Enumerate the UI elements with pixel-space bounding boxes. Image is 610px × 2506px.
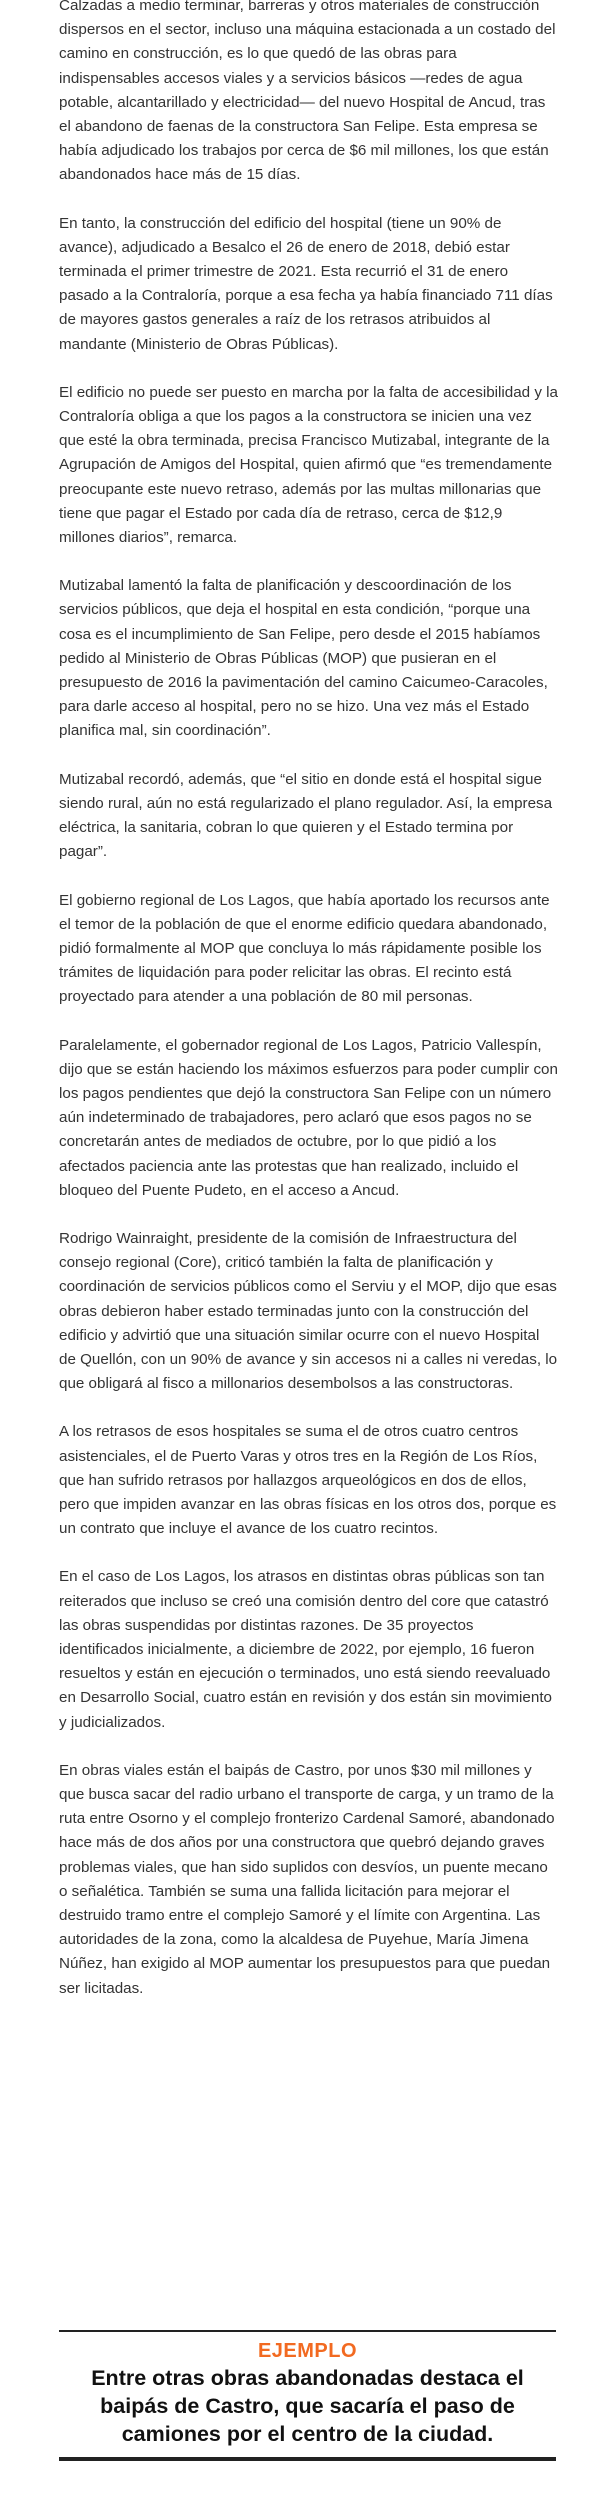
pull-quote-box: [59, 2330, 556, 2461]
article-paragraph: En obras viales están el baipás de Castro, por unos $30 mil millones y que busca sacar del radio urbano el transporte de carga, y un tramo de la ruta entre Osorno y el complejo fronterizo Cardenal Samoré, abandonado hace más de dos años por una constructora que quebró dejando graves problemas viales, que han sido suplidos con desvíos, un puente mecano o señalética. También se suma una fallida licitación para mejorar el destruido tramo entre el complejo Samoré y el límite con Argentina. Las autoridades de la zona, como la alcaldesa de Puyehue, María Jimena Núñez, han exigido al MOP aumentar los presupuestos para que puedan ser licitadas.: [59, 1761, 555, 1997]
article-paragraph: Calzadas a medio terminar, barreras y otros materiales de construcción dispersos en el sector, incluso una máquina estacionada a un costado del camino en construcción, es lo que quedó de las obras para indispensables accesos viales y a servicios básicos —redes de agua potable, alcantarillado y electricidad— del nuevo Hospital de Ancud, tras el abandono de faenas de la constructora San Felipe. Esta empresa se había adjudicado los trabajos por cerca de $6 mil millones, los que están abandonados hace más de 15 días.: [59, 0, 556, 184]
article-paragraph: El gobierno regional de Los Lagos, que había aportado los recursos ante el temor de la población de que el enorme edificio quedara abandonado, pidió formalmente al MOP que concluya lo más rápidamente posible los trámites de liquidación para poder relicitar las obras. El recinto está proyectado para atender a una población de 80 mil personas.: [59, 891, 550, 1006]
article-paragraph: En el caso de Los Lagos, los atrasos en distintas obras públicas son tan reiterados que incluso se creó una comisión dentro del core que catastró las obras suspendidas por distintas razones. De 35 proyectos identificados inicialmente, a diciembre de 2022, por ejemplo, 16 fueron resueltos y están en ejecución o terminados, uno está siendo reevaluado en Desarrollo Social, cuatro están en revisión y dos están sin movimiento y judicializados.: [59, 1568, 552, 1731]
article-body: [59, 0, 559, 2025]
article-paragraph: Mutizabal lamentó la falta de planificación y descoordinación de los servicios públicos, que deja el hospital en esta condición, “porque una cosa es el incumplimiento de San Felipe, pero desde el 2015 habíamos pedido al Ministerio de Obras Públicas (MOP) que pusieran en el presupuesto de 2016 la pavimentación del camino Caicumeo-Caracoles, para darle acceso al hospital, pero no se hizo. Una vez más el Estado planifica mal, sin coordinación”.: [59, 577, 548, 740]
article-paragraph: Mutizabal recordó, además, que “el sitio en donde está el hospital sigue siendo rural, aún no está regularizado el plano regulador. Así, la empresa eléctrica, la sanitaria, cobran lo que quieren y el Estado termina por pagar”.: [59, 770, 553, 861]
article-paragraph: El edificio no puede ser puesto en marcha por la falta de accesibilidad y la Contraloría obliga a que los pagos a la constructora se inicien una vez que esté la obra terminada, precisa Francisco Mutizabal, integrante de la Agrupación de Amigos del Hospital, quien afirmó que “es tremendamente preocupante este nuevo retraso, además por las multas millonarias que tiene que pagar el Estado por cada día de retraso, cerca de $12,9 millones diarios”, remarca.: [59, 383, 558, 547]
article-paragraph: A los retrasos de esos hospitales se suma el de otros cuatro centros asistenciales, el de Puerto Varas y otros tres en la Región de Los Ríos, que han sufrido retrasos por hallazgos arqueológicos en dos de ellos, pero que impiden avanzar en las obras físicas en los otros dos, porque es un contrato que incluye el avance de los cuatro recintos.: [59, 1423, 557, 1538]
pull-quote-kicker: EJEMPLO: [257, 2340, 358, 2362]
article-paragraph: Rodrigo Wainraight, presidente de la comisión de Infraestructura del consejo regional (Core), criticó también la falta de planificación y coordinación de servicios públicos como el Serviu y el MOP, dijo que esas obras debieron haber estado terminadas junto con la construcción del edificio y advirtió que una situación similar ocurre con el nuevo Hospital de Quellón, con un 90% de avance y sin accesos ni a calles ni veredas, lo que obligará al fisco a millonarios desembolsos a las constructoras.: [59, 1229, 558, 1393]
pull-quote-text: Entre otras obras abandonadas destaca el baipás de Castro, que sacaría el paso de camiones por el centro de la ciudad.: [91, 2366, 524, 2446]
article-paragraph: En tanto, la construcción del edificio del hospital (tiene un 90% de avance), adjudicado a Besalco el 26 de enero de 2018, debió estar terminada el primer trimestre de 2021. Esta recurrió el 31 de enero pasado a la Contraloría, porque a esa fecha ya había financiado 711 días de mayores gastos generales a raíz de los retrasos atribuidos al mandante (Ministerio de Obras Públicas).: [59, 214, 553, 353]
article-paragraph: Paralelamente, el gobernador regional de Los Lagos, Patricio Vallespín, dijo que se están haciendo los máximos esfuerzos para poder cumplir con los pagos pendientes que dejó la constructora San Felipe con un número aún indeterminado de trabajadores, pero aclaró que esos pagos no se concretarán antes de mediados de octubre, por lo que pidió a los afectados paciencia ante las protestas que han realizado, incluido el bloqueo del Puente Pudeto, en el acceso a Ancud.: [59, 1036, 558, 1199]
